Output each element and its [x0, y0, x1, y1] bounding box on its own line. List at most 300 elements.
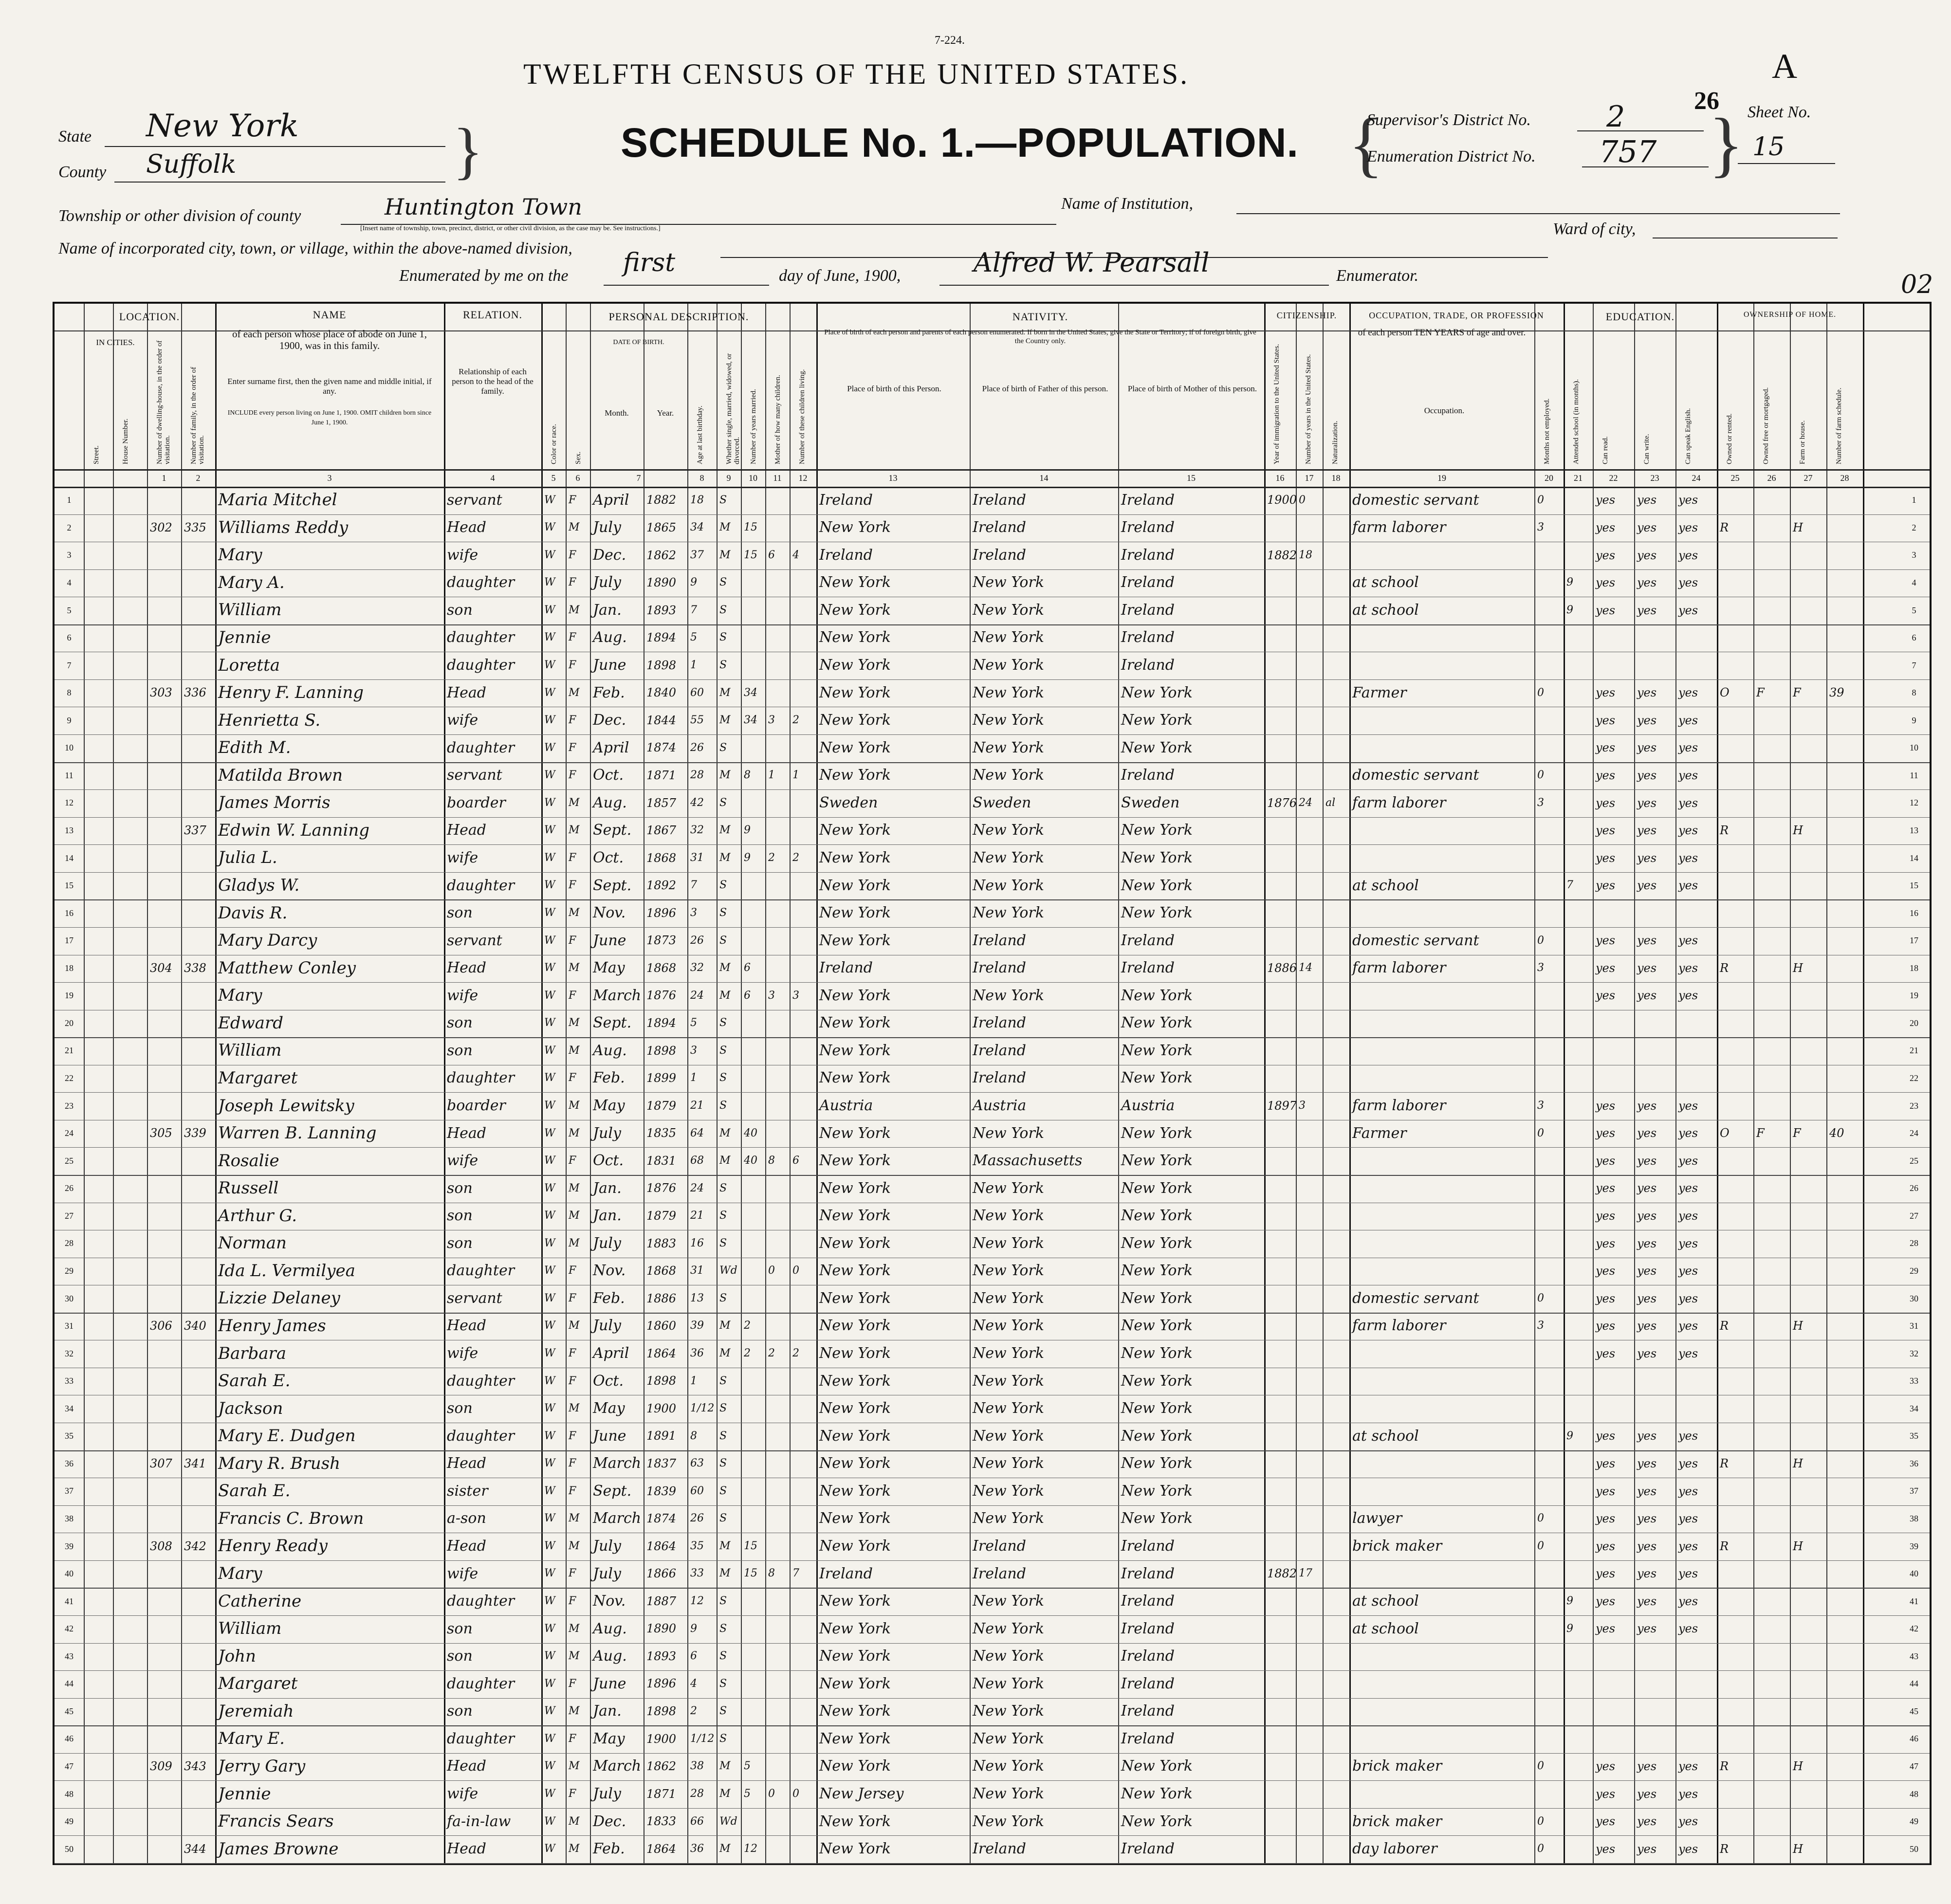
- cell-color: W: [544, 1760, 555, 1773]
- row-number: 32: [1910, 1348, 1918, 1358]
- cell-age: 9: [690, 1622, 697, 1635]
- cell-name: Ida L. Vermilyea: [218, 1261, 355, 1281]
- cell-bf: New York: [973, 712, 1044, 729]
- cell-mar: M: [719, 1760, 731, 1773]
- cell-eng: yes: [1678, 1759, 1698, 1774]
- ward-label: Ward of city,: [1553, 220, 1636, 238]
- cell-bp: New York: [819, 1675, 891, 1692]
- cell-year: 1896: [646, 906, 677, 920]
- cell-color: W: [544, 1787, 555, 1800]
- sheet-letter: A: [1772, 47, 1797, 86]
- cell-rel: daughter: [447, 739, 515, 756]
- cell-year: 1860: [646, 1319, 677, 1333]
- cell-sex: M: [569, 1044, 580, 1057]
- cell-read: yes: [1596, 1787, 1616, 1801]
- cell-write: yes: [1637, 603, 1657, 617]
- cell-bf: New York: [973, 657, 1044, 674]
- cell-write: yes: [1637, 1457, 1657, 1470]
- cell-color: W: [544, 934, 555, 947]
- cell-bf: Austria: [973, 1097, 1027, 1114]
- attended-school-label: Attended school (in months).: [1572, 379, 1580, 464]
- cell-occ: at school: [1352, 1593, 1419, 1610]
- cell-color: W: [544, 1237, 555, 1249]
- cell-month: Feb.: [593, 1069, 625, 1087]
- cell-color: W: [544, 1815, 555, 1828]
- cell-sex: M: [569, 1319, 580, 1332]
- cell-color: W: [544, 796, 555, 809]
- cell-write: yes: [1637, 961, 1657, 975]
- cell-month: April: [593, 1345, 629, 1362]
- cell-bm: New York: [1121, 1207, 1193, 1225]
- cell-write: yes: [1637, 851, 1657, 865]
- cell-bf: New York: [973, 739, 1044, 756]
- row-number: 24: [1910, 1128, 1918, 1138]
- cell-name: Mary: [218, 545, 262, 565]
- cell-bm: New York: [1121, 877, 1193, 894]
- row-number: 3: [1912, 550, 1916, 560]
- cell-ym: 8: [744, 769, 751, 782]
- cell-ch: 2: [792, 851, 799, 864]
- cell-mar: S: [719, 1292, 727, 1304]
- cell-bp: New York: [819, 1207, 891, 1225]
- cell-eng: yes: [1678, 1153, 1698, 1168]
- cell-name: Edwin W. Lanning: [218, 820, 370, 840]
- cell-sex: M: [569, 1182, 580, 1194]
- cell-read: yes: [1596, 686, 1616, 700]
- cell-write: yes: [1637, 824, 1657, 838]
- cell-color: W: [544, 1484, 555, 1497]
- cell-ch: 4: [792, 549, 799, 561]
- cell-year: 1900: [646, 1401, 677, 1415]
- cell-eng: yes: [1678, 1291, 1698, 1305]
- cell-year: 1871: [646, 769, 677, 782]
- cell-sex: F: [569, 1154, 576, 1167]
- cell-bm: Ireland: [1121, 1730, 1175, 1747]
- cell-mar: M: [719, 686, 731, 699]
- cell-month: Nov.: [593, 904, 626, 922]
- cell-bm: New York: [1121, 904, 1193, 922]
- row-number: 18: [1910, 963, 1918, 973]
- cell-bp: New York: [819, 1179, 891, 1197]
- cell-write: yes: [1637, 1759, 1657, 1774]
- cell-bf: New York: [973, 601, 1044, 619]
- cell-age: 38: [690, 1760, 704, 1773]
- cell-age: 32: [690, 962, 704, 974]
- cell-bm: New York: [1121, 739, 1193, 756]
- name-instruction-1: Enter surname first, then the given name and middle initial, if any.: [227, 377, 432, 396]
- cell-yus: 14: [1299, 962, 1312, 974]
- cell-age: 26: [690, 934, 704, 947]
- cell-mar: S: [719, 1732, 727, 1745]
- column-number: 4: [490, 473, 495, 483]
- cell-bp: New York: [819, 739, 891, 756]
- cell-month: Sept.: [593, 877, 632, 894]
- cell-name: Loretta: [218, 655, 280, 675]
- dwelling-label: Number of dwelling-house, in the order of visitation.: [156, 340, 171, 464]
- cell-bp: New York: [819, 574, 891, 591]
- cell-sex: F: [569, 1787, 576, 1800]
- cell-mar: S: [719, 1429, 727, 1442]
- cell-read: yes: [1596, 1153, 1616, 1168]
- cell-color: W: [544, 1209, 555, 1222]
- cell-occ: lawyer: [1352, 1510, 1402, 1527]
- cell-own: R: [1720, 1457, 1729, 1470]
- cell-rel: daughter: [447, 1730, 515, 1747]
- cell-mar: S: [719, 659, 727, 671]
- cell-year: 1862: [646, 1759, 677, 1774]
- row-number: 16: [1910, 908, 1918, 918]
- cell-eng: yes: [1678, 576, 1698, 590]
- cell-sex: F: [569, 494, 576, 506]
- cell-bm: Ireland: [1121, 574, 1175, 591]
- cell-age: 36: [690, 1347, 704, 1359]
- row-number: 34: [1910, 1403, 1918, 1413]
- cell-name: Henry F. Lanning: [218, 683, 364, 703]
- cell-color: W: [544, 1429, 555, 1442]
- birth-mother-label: Place of birth of Mother of this person.: [1127, 384, 1257, 393]
- cell-bf: New York: [973, 1372, 1044, 1390]
- cell-bf: New York: [973, 1785, 1044, 1802]
- cell-bm: New York: [1121, 1069, 1193, 1087]
- cell-mar: S: [719, 1044, 727, 1057]
- cell-month: April: [593, 491, 629, 509]
- cell-bf: Ireland: [973, 932, 1026, 949]
- cell-year: 1874: [646, 1512, 677, 1526]
- row-number: 41: [1910, 1596, 1918, 1606]
- cell-color: W: [544, 989, 555, 1002]
- cell-month: Jan.: [593, 1179, 622, 1197]
- cell-eng: yes: [1678, 769, 1698, 782]
- cell-bm: Ireland: [1121, 629, 1175, 646]
- cell-farm: F: [1793, 686, 1801, 700]
- row-number: 22: [1910, 1073, 1918, 1083]
- cell-bm: New York: [1121, 712, 1193, 729]
- column-number: 9: [726, 473, 731, 483]
- cell-name: Edward: [218, 1013, 283, 1033]
- cell-rel: son: [447, 1179, 473, 1197]
- cell-name: Sarah E.: [218, 1481, 291, 1501]
- cell-color: W: [544, 714, 555, 727]
- cell-bf: Ireland: [973, 1014, 1026, 1032]
- cell-fam: 341: [184, 1457, 206, 1470]
- cell-name: Margaret: [218, 1674, 298, 1694]
- cell-rel: wife: [447, 546, 479, 564]
- cell-name: Rosalie: [218, 1151, 279, 1171]
- cell-farm: H: [1793, 824, 1803, 838]
- date-of-birth-label: DATE OF BIRTH.: [613, 339, 664, 346]
- cell-age: 28: [690, 1787, 704, 1800]
- cell-year: 1865: [646, 520, 677, 534]
- cell-write: yes: [1637, 548, 1657, 562]
- cell-bp: New York: [819, 1400, 891, 1417]
- cell-unemp: 0: [1537, 1512, 1544, 1525]
- cell-bm: New York: [1121, 1289, 1193, 1307]
- cell-mar: M: [719, 769, 731, 782]
- cell-sex: M: [569, 1705, 580, 1718]
- cell-mar: M: [719, 851, 731, 864]
- cell-read: yes: [1596, 741, 1616, 755]
- farm-schedule-label: Number of farm schedule.: [1835, 387, 1843, 464]
- cell-eng: yes: [1678, 1208, 1698, 1223]
- row-number: 42: [65, 1624, 74, 1634]
- cell-bp: Austria: [819, 1097, 873, 1114]
- cell-name: Jennie: [218, 1784, 271, 1804]
- cell-bm: New York: [1121, 1758, 1193, 1775]
- cell-own: R: [1720, 1842, 1729, 1856]
- row-number: 5: [1912, 605, 1916, 615]
- county-label: County: [58, 163, 107, 181]
- row-number: 33: [1910, 1376, 1918, 1386]
- column-number: 6: [575, 473, 580, 483]
- cell-read: yes: [1596, 769, 1616, 782]
- cell-mar: S: [719, 1622, 727, 1635]
- enumerated-middle: day of June, 1900,: [779, 267, 901, 285]
- row-number: 28: [65, 1238, 74, 1248]
- cell-farm: H: [1793, 961, 1803, 975]
- cell-bf: Ireland: [973, 546, 1026, 564]
- cell-month: Sept.: [593, 822, 632, 839]
- cell-bp: New York: [819, 1372, 891, 1390]
- row-number: 7: [1912, 660, 1916, 670]
- cell-year: 1867: [646, 824, 677, 838]
- cell-sch: 9: [1566, 1595, 1573, 1608]
- cell-sex: M: [569, 1127, 580, 1139]
- cell-bp: New York: [819, 1593, 891, 1610]
- cell-read: yes: [1596, 851, 1616, 865]
- cell-age: 63: [690, 1457, 704, 1470]
- cell-bf: New York: [973, 877, 1044, 894]
- row-number: 22: [65, 1073, 74, 1083]
- cell-color: W: [544, 962, 555, 974]
- cell-mar: S: [719, 1595, 727, 1608]
- cell-name: James Browne: [218, 1839, 339, 1859]
- cell-dw: 308: [150, 1539, 172, 1553]
- cell-sex: F: [569, 1567, 576, 1580]
- months-unemployed-label: Months not employed.: [1543, 398, 1551, 464]
- cell-unemp: 0: [1537, 494, 1544, 506]
- row-number: 27: [65, 1210, 74, 1221]
- cell-bf: New York: [973, 1812, 1044, 1830]
- cell-month: March: [593, 1455, 642, 1472]
- cell-ym: 5: [744, 1787, 751, 1800]
- cell-read: yes: [1596, 576, 1616, 590]
- cell-eng: yes: [1678, 1098, 1698, 1113]
- cell-sex: M: [569, 824, 580, 837]
- cell-ym: 40: [744, 1154, 757, 1167]
- cell-color: W: [544, 521, 555, 534]
- cell-rel: sister: [447, 1482, 488, 1500]
- cell-mar: S: [719, 1072, 727, 1084]
- cell-write: yes: [1637, 1291, 1657, 1305]
- cell-year: 1882: [646, 493, 677, 507]
- family-label: Number of family, in the order of visitation.: [190, 366, 205, 464]
- cell-color: W: [544, 741, 555, 754]
- cell-write: yes: [1637, 686, 1657, 700]
- cell-mar: M: [719, 521, 731, 534]
- cell-name: Arthur G.: [218, 1206, 297, 1226]
- row-number: 8: [1912, 688, 1916, 698]
- cell-bp: New York: [819, 1840, 891, 1858]
- cell-rel: wife: [447, 1785, 479, 1802]
- row-number: 47: [1910, 1761, 1918, 1772]
- cell-write: yes: [1637, 1567, 1657, 1581]
- cell-color: W: [544, 494, 555, 506]
- cell-rel: servant: [447, 491, 502, 509]
- cell-bm: New York: [1121, 1124, 1193, 1142]
- cell-rel: daughter: [447, 657, 515, 674]
- cell-mar: M: [719, 1154, 731, 1167]
- cell-mar: S: [719, 1402, 727, 1415]
- cell-read: yes: [1596, 1319, 1616, 1333]
- cell-mo: 1: [768, 769, 775, 782]
- cell-bp: New York: [819, 1014, 891, 1032]
- sheet-label: Sheet No.: [1748, 103, 1811, 121]
- cell-bp: New York: [819, 519, 891, 536]
- cell-month: May: [593, 1400, 625, 1417]
- cell-name: Edith M.: [218, 738, 291, 758]
- cell-name: Margaret: [218, 1068, 298, 1088]
- cell-bp: New York: [819, 601, 891, 619]
- cell-name: Williams Reddy: [218, 517, 349, 537]
- cell-bm: Ireland: [1121, 1840, 1175, 1858]
- schedule-title: SCHEDULE No. 1.—POPULATION.: [621, 120, 1299, 165]
- can-read-label: Can read.: [1601, 436, 1609, 464]
- cell-read: yes: [1596, 520, 1616, 534]
- enumerated-label: Enumerated by me on the: [399, 267, 569, 285]
- cell-eng: yes: [1678, 1539, 1698, 1553]
- row-number: 10: [65, 743, 74, 753]
- cell-color: W: [544, 1182, 555, 1194]
- cell-mar: Wd: [719, 1815, 737, 1828]
- cell-mo: 6: [768, 549, 775, 561]
- cell-color: W: [544, 659, 555, 671]
- cell-year: 1898: [646, 1374, 677, 1388]
- cell-name: Jerry Gary: [218, 1756, 306, 1776]
- cell-rel: Head: [447, 684, 487, 701]
- cell-ch: 2: [792, 714, 799, 727]
- cell-sex: M: [569, 1650, 580, 1663]
- cell-occ: at school: [1352, 877, 1419, 894]
- cell-read: yes: [1596, 1181, 1616, 1195]
- cell-read: yes: [1596, 1567, 1616, 1581]
- cell-color: W: [544, 1595, 555, 1608]
- relation-heading: RELATION.: [462, 309, 523, 321]
- street-label: Street.: [92, 445, 100, 464]
- row-number: 11: [1910, 770, 1918, 780]
- column-number: 15: [1187, 473, 1196, 483]
- occupation-description: of each person TEN YEARS of age and over.: [1358, 328, 1526, 338]
- cell-bp: New York: [819, 849, 891, 866]
- can-write-label: Can write.: [1643, 434, 1651, 464]
- cell-occ: farm laborer: [1352, 1317, 1446, 1335]
- cell-ch: 1: [792, 769, 799, 782]
- cell-month: July: [593, 1124, 621, 1142]
- cell-age: 28: [690, 769, 704, 782]
- color-label: Color or race.: [550, 424, 558, 464]
- cell-bp: New York: [819, 1648, 891, 1665]
- cell-write: yes: [1637, 1153, 1657, 1168]
- cell-month: Aug.: [593, 1620, 627, 1637]
- cell-color: W: [544, 1374, 555, 1387]
- cell-yus: 0: [1299, 494, 1306, 506]
- row-number: 4: [1912, 577, 1916, 587]
- cell-month: July: [593, 574, 621, 591]
- cell-age: 5: [690, 631, 697, 644]
- cell-name: Mary R. Brush: [218, 1453, 341, 1473]
- cell-month: Sept.: [593, 1482, 632, 1500]
- cell-sex: F: [569, 631, 576, 644]
- cell-sex: M: [569, 686, 580, 699]
- cell-own: O: [1720, 1126, 1730, 1140]
- cell-bf: Ireland: [973, 1069, 1026, 1087]
- cell-sex: M: [569, 1815, 580, 1828]
- cell-sex: F: [569, 1677, 576, 1690]
- cell-sex: F: [569, 714, 576, 727]
- cell-dw: 309: [150, 1759, 172, 1774]
- cell-name: John: [218, 1646, 256, 1666]
- cell-bf: New York: [973, 1234, 1044, 1252]
- cell-name: Henry James: [218, 1316, 326, 1336]
- row-number: 16: [65, 908, 74, 918]
- cell-name: Matthew Conley: [218, 958, 356, 978]
- cell-ym: 15: [744, 1567, 757, 1580]
- cell-month: Oct.: [593, 849, 624, 866]
- cell-bf: Ireland: [973, 1042, 1026, 1059]
- cell-year: 1862: [646, 548, 677, 562]
- cell-eng: yes: [1678, 1429, 1698, 1443]
- cell-month: Aug.: [593, 1042, 627, 1059]
- cell-name: Mary E.: [218, 1729, 285, 1749]
- cell-color: W: [544, 1154, 555, 1167]
- cell-bp: New York: [819, 1124, 891, 1142]
- cell-year: 1894: [646, 1016, 677, 1030]
- cell-color: W: [544, 1650, 555, 1663]
- cell-rel: daughter: [447, 574, 515, 591]
- row-number: 23: [1910, 1100, 1918, 1111]
- cell-bp: New York: [819, 1730, 891, 1747]
- cell-sch: 7: [1566, 879, 1573, 892]
- cell-bp: New York: [819, 1262, 891, 1280]
- cell-occ: domestic servant: [1352, 491, 1479, 509]
- row-number: 43: [65, 1651, 74, 1661]
- cell-bp: New York: [819, 1620, 891, 1637]
- cell-bf: New York: [973, 1455, 1044, 1472]
- row-number: 23: [65, 1100, 74, 1111]
- cell-bm: New York: [1121, 1179, 1193, 1197]
- cell-color: W: [544, 1512, 555, 1525]
- column-number: 14: [1039, 473, 1049, 483]
- cell-age: 60: [690, 686, 704, 699]
- cell-read: yes: [1596, 493, 1616, 507]
- cell-bp: New Jersey: [819, 1785, 904, 1802]
- cell-sex: M: [569, 1512, 580, 1525]
- birth-father-label: Place of birth of Father of this person.: [982, 384, 1108, 393]
- free-mortgaged-label: Owned free or mortgaged.: [1762, 387, 1770, 464]
- cell-rel: daughter: [447, 1427, 515, 1445]
- cell-bp: New York: [819, 657, 891, 674]
- cell-bf: New York: [973, 987, 1044, 1004]
- cell-write: yes: [1637, 493, 1657, 507]
- cell-sex: F: [569, 1457, 576, 1470]
- cell-bf: New York: [973, 767, 1044, 784]
- row-number: 30: [65, 1293, 74, 1303]
- cell-bp: New York: [819, 1482, 891, 1500]
- row-number: 30: [1910, 1293, 1918, 1303]
- cell-eng: yes: [1678, 548, 1698, 562]
- cell-mar: S: [719, 1099, 727, 1112]
- row-number: 37: [65, 1486, 74, 1496]
- nativity-description: Place of birth of each person and parents of each person enumerated. If born in the United States, give the State or Territory; if of foreign birth, give the Country only.: [824, 329, 1256, 345]
